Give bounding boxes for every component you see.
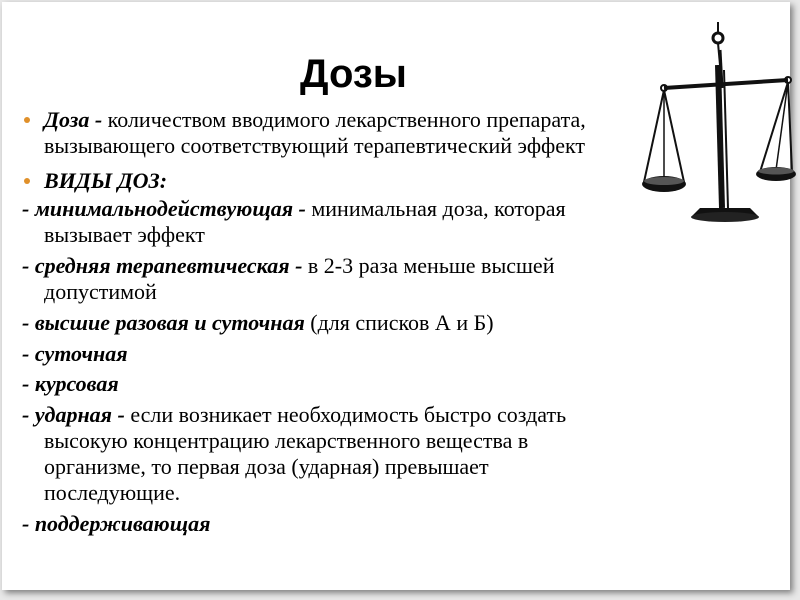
shock-dose-line4: последующие. <box>44 480 181 505</box>
term: - средняя терапевтическая - <box>22 253 303 278</box>
average-dose-line2: допустимой <box>44 279 157 304</box>
definition-text: в 2-3 раза меньше высшей <box>302 253 555 278</box>
term: ВИДЫ ДОЗ: <box>44 168 168 193</box>
definition-text: количеством вводимого лекарственного препарата, <box>102 107 586 132</box>
dose-definition-line2: вызывающего соответствующий терапевтический эффект <box>44 133 586 158</box>
bullet-icon <box>24 178 30 184</box>
shock-dose-line2: высокую концентрацию лекарственного вещества в <box>44 428 529 453</box>
term: - курсовая <box>22 371 119 396</box>
shock-dose-line3: организме, то первая доза (ударная) превышает <box>44 454 489 479</box>
bullet-icon <box>24 117 30 123</box>
shock-dose-line1 <box>22 403 566 427</box>
highest-dose-line <box>22 311 494 335</box>
dose-types-heading <box>44 169 167 193</box>
term: Доза - <box>44 107 103 132</box>
minimal-dose-line1 <box>22 197 566 221</box>
slide-title: Дозы <box>300 52 407 96</box>
dose-definition-line1 <box>44 108 586 132</box>
term: - ударная - <box>22 402 125 427</box>
maintenance-dose-line <box>22 512 210 536</box>
scales-icon <box>640 10 800 225</box>
definition-text: (для списков А и Б) <box>304 310 494 335</box>
minimal-dose-line2: вызывает эффект <box>44 222 205 247</box>
term: - минимальнодействующая - <box>22 196 306 221</box>
definition-text: минимальная доза, которая <box>305 196 566 221</box>
daily-dose-line <box>22 342 128 366</box>
definition-text: если возникает необходимость быстро создать <box>124 402 567 427</box>
average-dose-line1 <box>22 254 554 278</box>
term: - поддерживающая <box>22 511 211 536</box>
course-dose-line <box>22 372 119 396</box>
term: - высшие разовая и суточная <box>22 310 305 335</box>
term: - суточная <box>22 341 128 366</box>
